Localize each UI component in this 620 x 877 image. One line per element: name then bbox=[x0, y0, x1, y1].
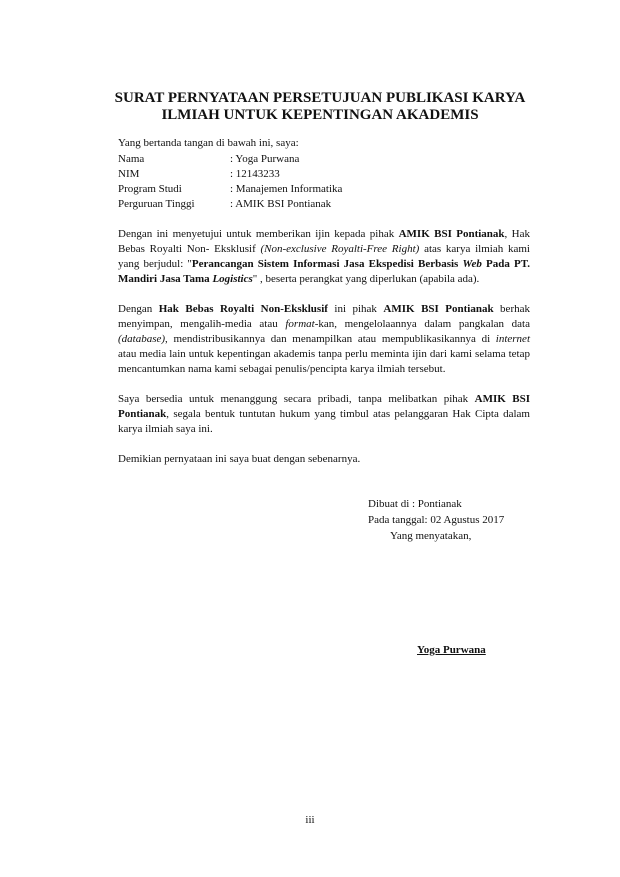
consent-paragraph bbox=[118, 227, 530, 287]
identity-label: Perguruan Tinggi bbox=[118, 198, 195, 210]
rights-paragraph bbox=[118, 302, 530, 377]
identity-label: Program Studi bbox=[118, 183, 182, 195]
sign-date: Pada tanggal: 02 Agustus 2017 bbox=[368, 514, 505, 526]
text-run: berhak menyimpan, mengalih-media atau bbox=[118, 303, 530, 330]
intro-text: Yang bertanda tangan di bawah ini, saya: bbox=[118, 137, 299, 149]
identity-value: : AMIK BSI Pontianak bbox=[230, 198, 332, 210]
text-run: " , beserta perangkat yang diperlukan (apabila ada). bbox=[252, 273, 480, 285]
identity-label: Nama bbox=[118, 153, 145, 165]
institution-name: AMIK BSI Pontianak bbox=[398, 228, 505, 240]
page-number: iii bbox=[305, 814, 315, 826]
identity-table bbox=[118, 152, 342, 212]
text-run: ini pihak bbox=[327, 303, 384, 315]
document-title bbox=[100, 90, 540, 124]
text-run: -kan, mengelolaannya dalam pangkalan data bbox=[314, 318, 530, 330]
text-run: , Hak Bebas Royalti Non- Eksklusif bbox=[118, 228, 530, 255]
title-line-1: SURAT PERNYATAAN PERSETUJUAN PUBLIKASI KARYA bbox=[114, 90, 526, 106]
identity-value: : Manajemen Informatika bbox=[230, 183, 343, 195]
signature-block bbox=[368, 496, 504, 544]
identity-row bbox=[118, 197, 342, 212]
work-title: Pada PT. Mandiri Jasa Tama bbox=[118, 258, 530, 285]
text-run: , mendistribusikannya dan menampilkan atau mempublikasikannya di bbox=[165, 333, 496, 345]
identity-label: NIM bbox=[118, 168, 140, 180]
identity-value: : Yoga Purwana bbox=[230, 153, 300, 165]
identity-value: : 12143233 bbox=[230, 168, 280, 180]
text-run: Dengan ini menyetujui untuk memberikan ijin kepada pihak bbox=[118, 228, 399, 240]
text-run: atas karya ilmiah kami yang berjudul: " bbox=[118, 243, 530, 270]
work-title: Perancangan Sistem Informasi Jasa Ekspedisi Berbasis bbox=[191, 258, 463, 270]
institution-name: AMIK BSI Pontianak bbox=[383, 303, 494, 315]
title-line-2: ILMIAH UNTUK KEPENTINGAN AKADEMIS bbox=[161, 107, 479, 123]
italic-term: internet bbox=[495, 333, 530, 345]
closing-paragraph: Demikian pernyataan ini saya buat dengan sebenarnya. bbox=[118, 453, 361, 465]
document-body bbox=[118, 136, 530, 467]
identity-row bbox=[118, 167, 342, 182]
identity-row bbox=[118, 182, 342, 197]
work-title-italic: Web bbox=[462, 258, 482, 270]
text-run: , segala bentuk tuntutan hukum yang timbul atas pelanggaran Hak Cipta dalam karya ilmiah saya ini. bbox=[118, 408, 530, 435]
work-title-italic: Logistics bbox=[212, 273, 253, 285]
sign-place: Dibuat di : Pontianak bbox=[368, 498, 462, 510]
signer-name: Yoga Purwana bbox=[417, 644, 486, 656]
italic-term: (database) bbox=[118, 333, 166, 345]
identity-row bbox=[118, 152, 342, 167]
institution-name: AMIK BSI Pontianak bbox=[118, 393, 530, 420]
text-run: Saya bersedia untuk menanggung secara pribadi, tanpa melibatkan pihak bbox=[118, 393, 475, 405]
sign-declarant: Yang menyatakan, bbox=[390, 530, 472, 542]
text-run: Dengan bbox=[118, 303, 159, 315]
text-run: atau media lain untuk kepentingan akademis tanpa perlu meminta ijin dari kami selama tetap mencantumkan nama kami sebagai penulis/pencipta karya ilmiah tersebut. bbox=[118, 348, 530, 375]
italic-term: format bbox=[285, 318, 315, 330]
license-term: (Non-exclusive Royalti-Free Right) bbox=[260, 243, 420, 255]
license-name: Hak Bebas Royalti Non-Eksklusif bbox=[158, 303, 328, 315]
liability-paragraph bbox=[118, 392, 530, 437]
